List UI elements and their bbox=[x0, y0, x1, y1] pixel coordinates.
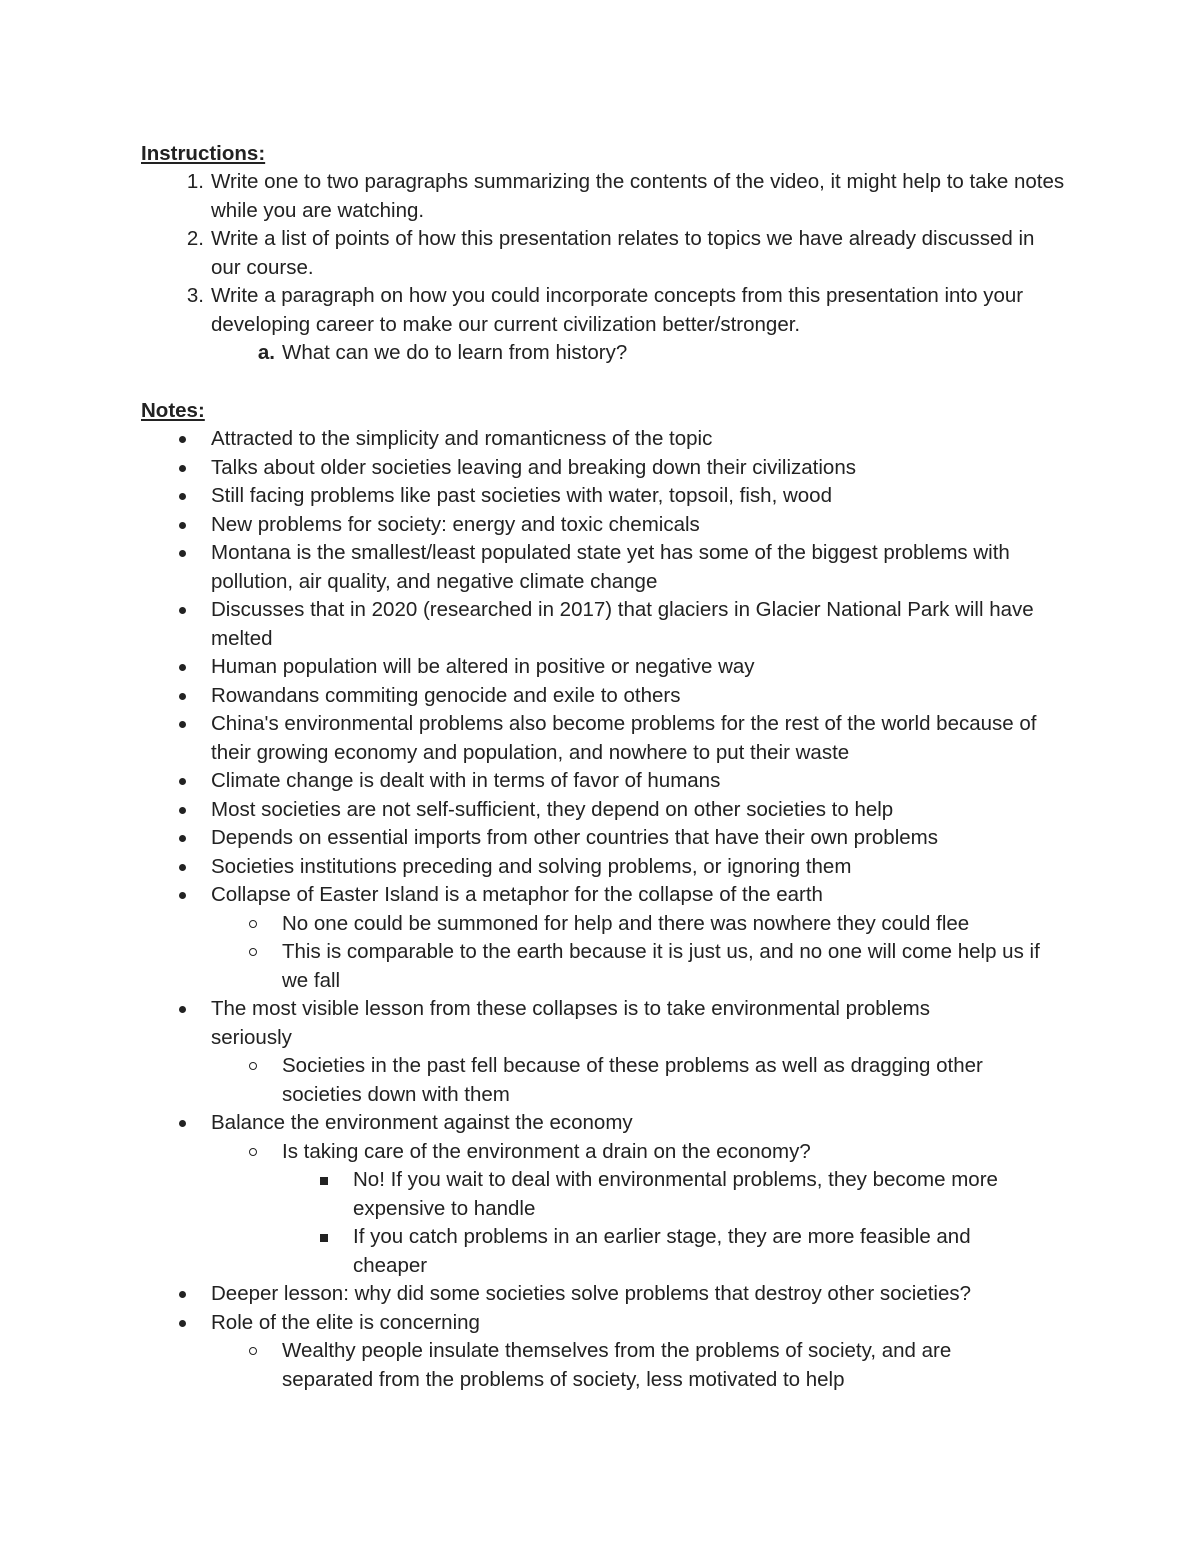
note-text: Wealthy people insulate themselves from the problems of society, and are separated from the problems of society, less motivated to help bbox=[282, 1339, 952, 1391]
notes-list bbox=[0, 425, 1200, 1394]
instruction-item bbox=[186, 225, 1066, 282]
instruction-text: What can we do to learn from history? bbox=[282, 341, 628, 364]
note-text: Balance the environment against the economy bbox=[211, 1111, 633, 1134]
bullet-icon bbox=[179, 1006, 186, 1013]
note-item bbox=[211, 824, 1066, 853]
note-item bbox=[211, 796, 1066, 825]
note-text: New problems for society: energy and toxic chemicals bbox=[211, 512, 700, 536]
note-item bbox=[211, 881, 1066, 910]
note-item bbox=[211, 511, 1066, 540]
note-text: Deeper lesson: why did some societies solve problems that destroy other societies? bbox=[211, 1282, 972, 1305]
bullet-icon bbox=[179, 721, 186, 728]
instruction-item bbox=[186, 168, 1066, 225]
instruction-subitem bbox=[257, 339, 1072, 368]
note-text: Is taking care of the environment a drain on the economy? bbox=[282, 1139, 811, 1163]
note-item bbox=[211, 995, 991, 1052]
bullet-icon bbox=[179, 465, 186, 472]
note-item bbox=[211, 539, 1066, 596]
note-item bbox=[211, 1109, 1066, 1138]
note-item bbox=[211, 767, 1066, 796]
note-subitem bbox=[282, 938, 1052, 995]
note-text: Montana is the smallest/least populated state yet has some of the biggest problems with pollution, air quality, and negative climate change bbox=[211, 541, 1010, 593]
bullet-icon bbox=[179, 1291, 186, 1298]
bullet-icon bbox=[179, 664, 186, 671]
bullet-icon bbox=[179, 607, 186, 614]
note-item bbox=[211, 1309, 1066, 1338]
note-text: Most societies are not self-sufficient, they depend on other societies to help bbox=[211, 797, 894, 821]
note-text: Societies institutions preceding and solving problems, or ignoring them bbox=[211, 854, 852, 878]
bullet-icon bbox=[179, 835, 186, 842]
note-item bbox=[211, 653, 1066, 682]
bullet-icon bbox=[179, 493, 186, 500]
note-text: The most visible lesson from these collapses is to take environmental problems seriously bbox=[211, 997, 930, 1049]
notes-heading: Notes: bbox=[141, 399, 205, 422]
bullet-icon bbox=[179, 1320, 186, 1327]
note-item bbox=[211, 425, 1066, 454]
note-item bbox=[211, 1280, 1066, 1309]
note-subitem bbox=[282, 1138, 1072, 1167]
note-text: Discusses that in 2020 (researched in 2017) that glaciers in Glacier National Park will have melted bbox=[211, 598, 1034, 650]
bullet-icon bbox=[179, 864, 186, 871]
note-text: China's environmental problems also become problems for the rest of the world because of their growing economy and population, and nowhere to put their waste bbox=[211, 712, 1037, 764]
bullet-icon bbox=[179, 693, 186, 700]
instructions-heading: Instructions: bbox=[141, 142, 266, 165]
bullet-icon bbox=[179, 892, 186, 899]
bullet-icon bbox=[179, 522, 186, 529]
note-text: Collapse of Easter Island is a metaphor for the collapse of the earth bbox=[211, 883, 823, 906]
square-bullet-icon bbox=[320, 1234, 328, 1242]
note-text: Role of the elite is concerning bbox=[211, 1310, 480, 1334]
note-item bbox=[211, 454, 1066, 483]
circle-bullet-icon bbox=[249, 1148, 257, 1156]
note-text: If you catch problems in an earlier stage, they are more feasible and cheaper bbox=[353, 1225, 971, 1277]
note-item bbox=[211, 482, 1066, 511]
note-subitem bbox=[282, 910, 1072, 939]
note-text: Climate change is dealt with in terms of favor of humans bbox=[211, 769, 721, 792]
bullet-icon bbox=[179, 807, 186, 814]
note-text: This is comparable to the earth because it is just us, and no one will come help us if we fall bbox=[282, 940, 1040, 992]
note-subsubitem bbox=[353, 1223, 1023, 1280]
note-text: Attracted to the simplicity and romanticness of the topic bbox=[211, 427, 713, 450]
list-number: 3. bbox=[186, 284, 204, 307]
note-item bbox=[211, 596, 1066, 653]
bullet-icon bbox=[179, 550, 186, 557]
instruction-text: Write a list of points of how this presentation relates to topics we have already discussed in our course. bbox=[211, 227, 1035, 279]
list-number: 1. bbox=[186, 170, 204, 193]
note-item bbox=[211, 710, 1066, 767]
bullet-icon bbox=[179, 1120, 186, 1127]
circle-bullet-icon bbox=[249, 920, 257, 928]
note-text: No! If you wait to deal with environmental problems, they become more expensive to handle bbox=[353, 1168, 998, 1220]
instruction-text: Write one to two paragraphs summarizing the contents of the video, it might help to take notes while you are watching. bbox=[211, 170, 1065, 222]
note-text: Depends on essential imports from other countries that have their own problems bbox=[211, 826, 938, 849]
instructions-list bbox=[0, 168, 1200, 368]
note-text: Talks about older societies leaving and breaking down their civilizations bbox=[211, 455, 856, 479]
instruction-item bbox=[186, 282, 1041, 339]
circle-bullet-icon bbox=[249, 948, 257, 956]
note-item bbox=[211, 853, 1066, 882]
note-text: Societies in the past fell because of these problems as well as dragging other societies down with them bbox=[282, 1054, 983, 1106]
note-subsubitem bbox=[353, 1166, 1053, 1223]
list-number: 2. bbox=[186, 227, 204, 250]
note-text: Still facing problems like past societies with water, topsoil, fish, wood bbox=[211, 484, 832, 507]
square-bullet-icon bbox=[320, 1177, 328, 1185]
note-item bbox=[211, 682, 1066, 711]
list-letter: a. bbox=[257, 341, 275, 364]
note-text: Rowandans commiting genocide and exile to others bbox=[211, 683, 681, 707]
bullet-icon bbox=[179, 778, 186, 785]
note-subitem bbox=[282, 1052, 1032, 1109]
bullet-icon bbox=[179, 436, 186, 443]
note-text: No one could be summoned for help and there was nowhere they could flee bbox=[282, 911, 970, 935]
circle-bullet-icon bbox=[249, 1062, 257, 1070]
instruction-text: Write a paragraph on how you could incorporate concepts from this presentation into your developing career to make our current civilization better/stronger. bbox=[211, 284, 1024, 336]
circle-bullet-icon bbox=[249, 1347, 257, 1355]
note-subitem bbox=[282, 1337, 1022, 1394]
note-text: Human population will be altered in positive or negative way bbox=[211, 655, 755, 678]
